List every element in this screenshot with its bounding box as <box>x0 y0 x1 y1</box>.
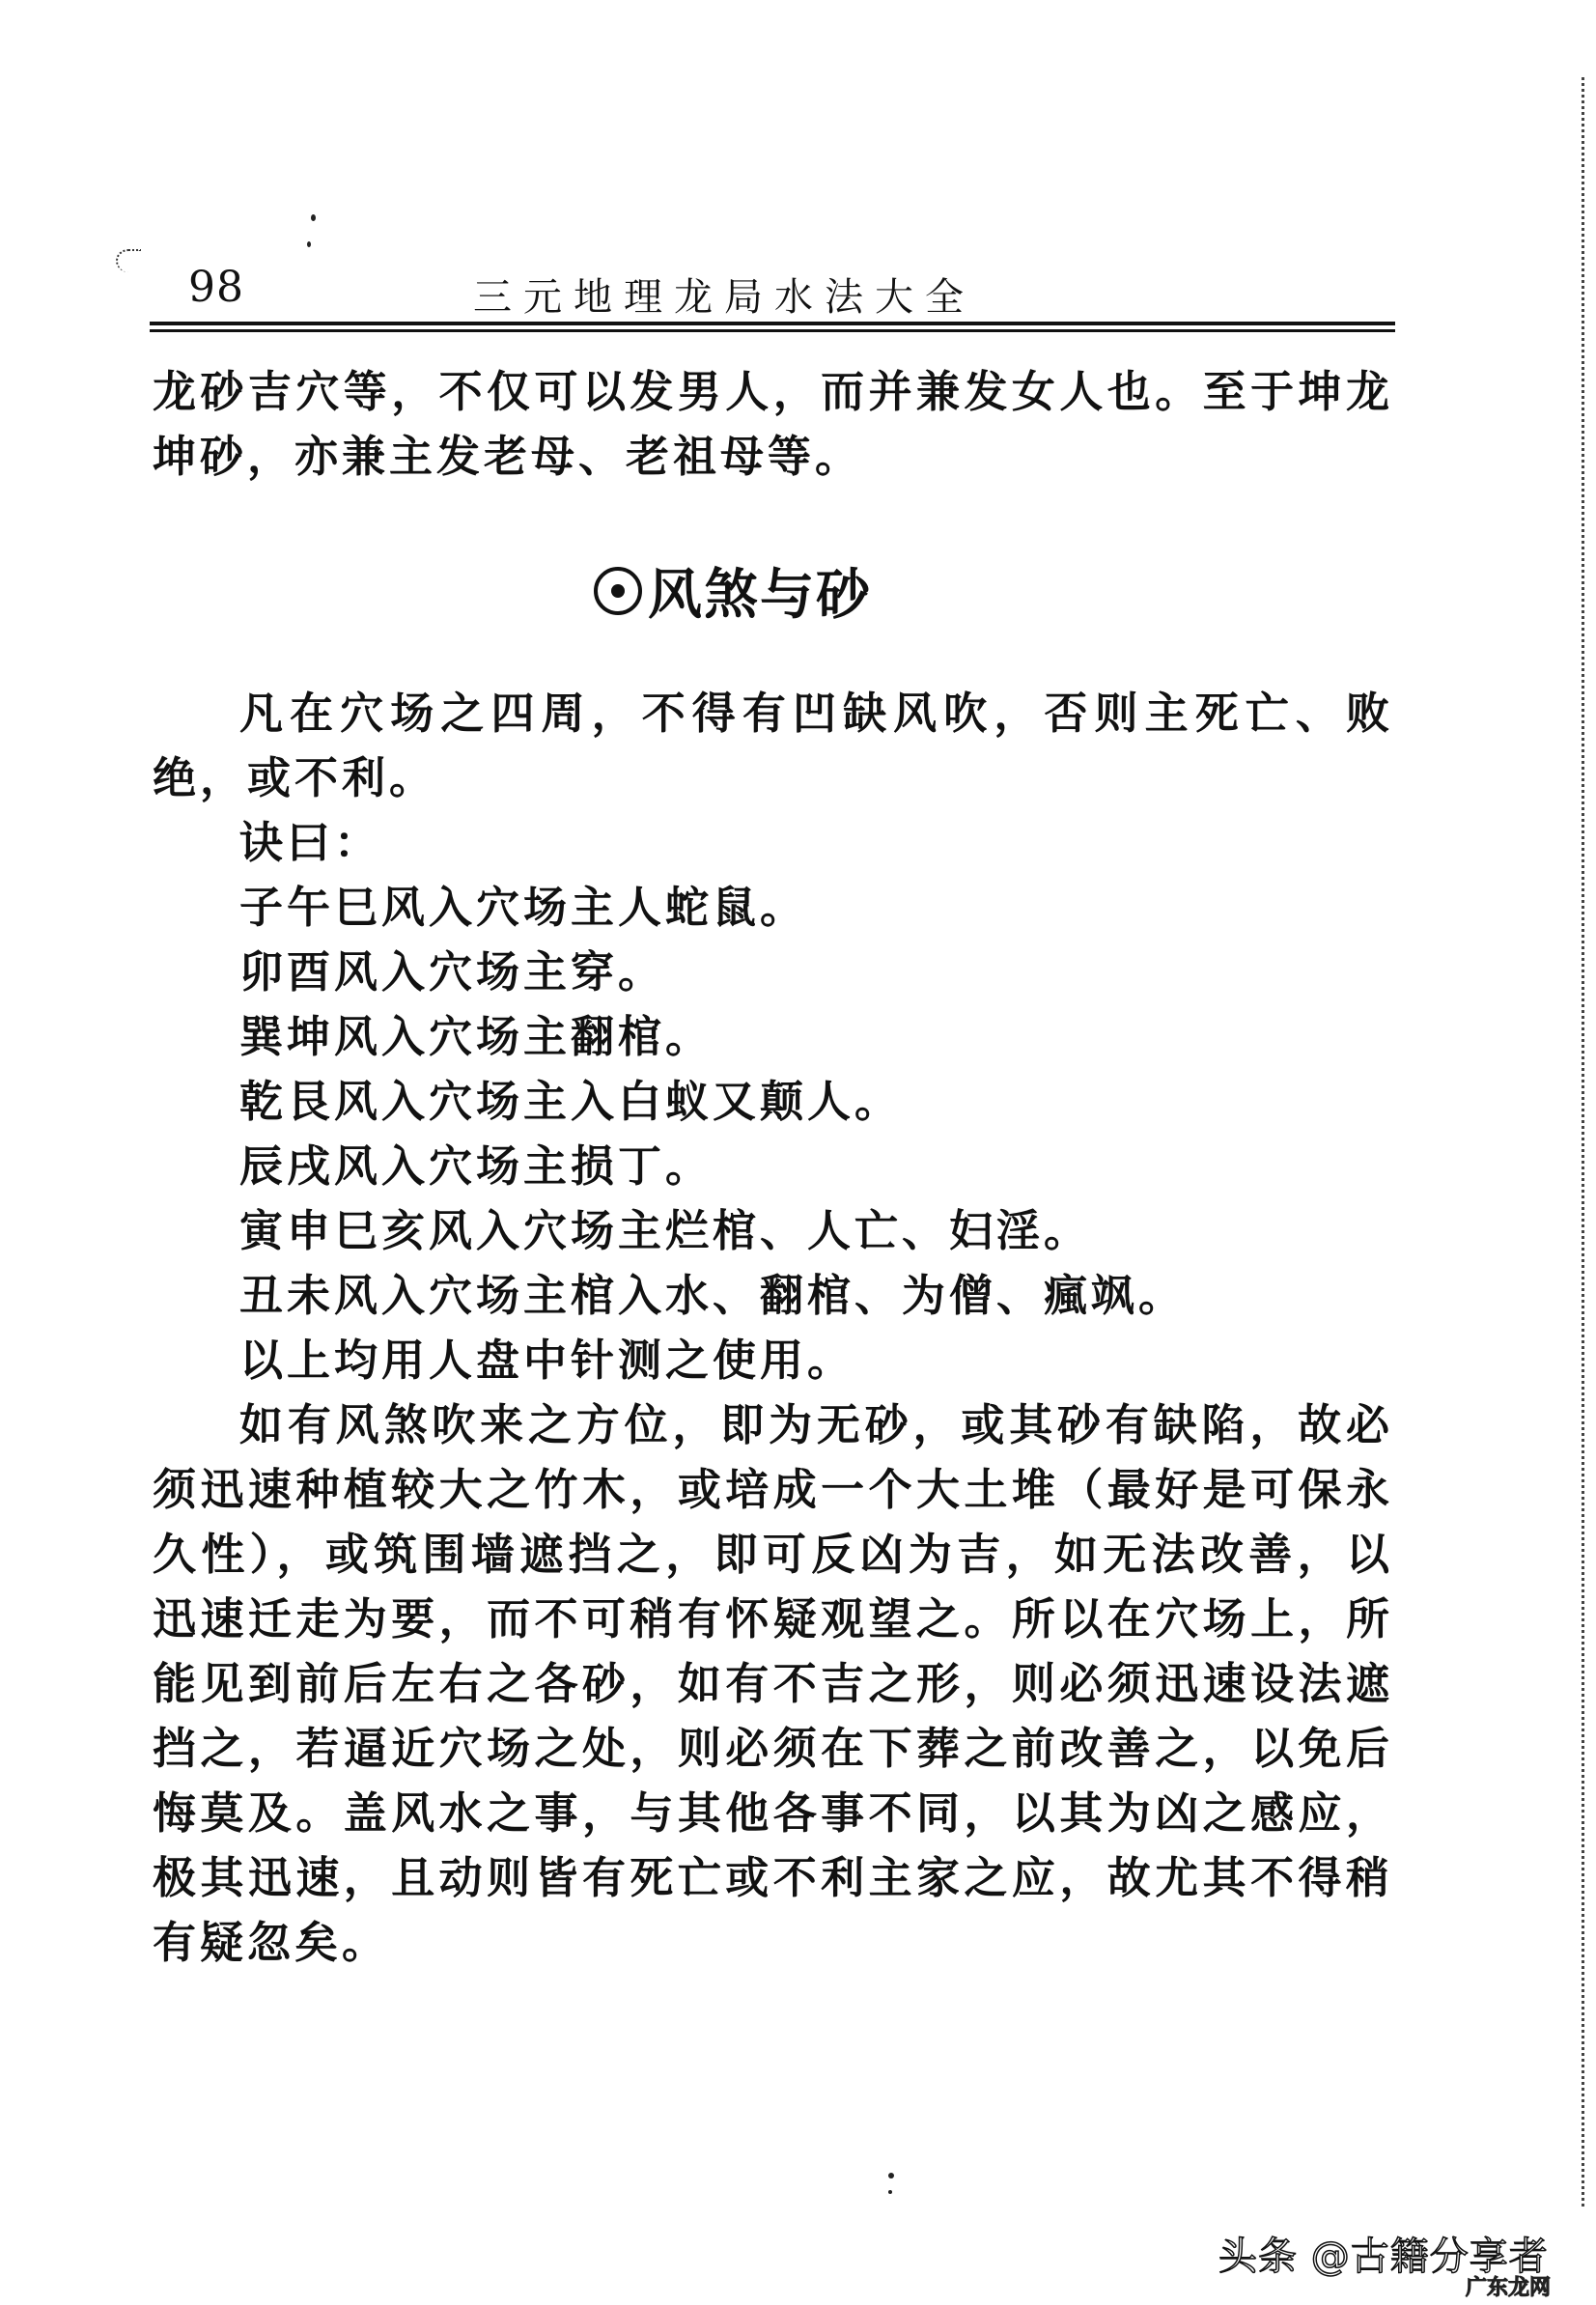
paragraph: 如有风煞吹来之方位，即为无砂，或其砂有缺陷，故必须迅速种植较大之竹木，或培成一个大土堆（最好是可保永久性），或筑围墙遮挡之，即可反凶为吉，如无法改善，以迅速迁走为要，而不可稍有怀疑观望之。所以在穴场上，所能见到前后左右之各砂，如有不吉之形，则必须迅速设法遮挡之，若逼近穴场之处，则必须在下葬之前改善之，以免后悔莫及。盖风水之事，与其他各事不同，以其为凶之感应，极其迅速，且动则皆有死亡或不利主家之应，故尤其不得稍有疑忽矣。 <box>153 1399 1393 1968</box>
verse-line: 辰戌风入穴场主损丁。 <box>239 1140 714 1192</box>
intro-text: 龙砂吉穴等，不仅可以发男人，而并兼发女人也。至于坤龙坤砂，亦兼主发老母、老祖母等。 <box>153 366 1393 482</box>
running-title: 三元地理龙局水法大全 <box>473 275 975 320</box>
verse-line: 丑未风入穴场主棺入水、翻棺、为僧、瘋飒。 <box>239 1270 1187 1321</box>
section-heading-text: 风煞与砂 <box>648 564 872 627</box>
header-rule-bottom <box>150 329 1395 332</box>
page-header <box>150 253 1390 321</box>
scan-artifact <box>116 249 141 272</box>
verse-intro: 诀曰： <box>239 817 382 868</box>
paragraph: 凡在穴场之四周，不得有凹缺风吹，否则主死亡、败绝，或不利。 <box>153 688 1393 803</box>
verse-line: 寅申巳亥风入穴场主烂棺、人亡、妇淫。 <box>239 1205 1092 1256</box>
circle-dot-bullet-icon <box>594 567 642 615</box>
header-rule-top <box>150 322 1395 325</box>
verse-line: 巽坤风入穴场主翻棺。 <box>239 1011 714 1062</box>
page-number: 98 <box>188 263 244 312</box>
scan-speck <box>888 2190 892 2194</box>
verse-line: 以上均用人盘中针测之使用。 <box>239 1335 855 1386</box>
section-heading <box>594 552 872 630</box>
verse-line: 乾艮风入穴场主入白蚁又颠人。 <box>239 1076 903 1127</box>
verse-line: 卯酉风入穴场主穿。 <box>239 946 666 998</box>
verse-line: 子午巳风入穴场主人蛇鼠。 <box>239 882 808 933</box>
page-edge-border <box>1582 77 1588 2207</box>
section-body <box>153 681 1393 1975</box>
watermark: 头条 @古籍分享者 <box>1218 2235 1549 2279</box>
scan-speck <box>311 214 316 221</box>
watermark-site-logo: 广东龙网 <box>1466 2276 1552 2300</box>
scan-speck <box>888 2173 894 2179</box>
intro-paragraph <box>153 359 1393 489</box>
scan-speck <box>307 241 311 247</box>
